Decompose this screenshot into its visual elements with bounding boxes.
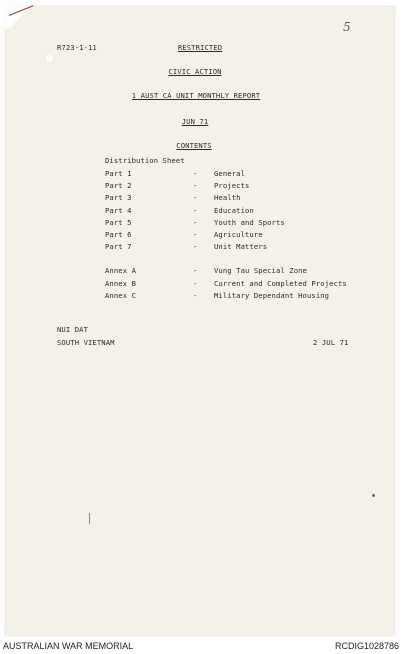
- part-label: Part 7: [105, 242, 132, 251]
- dash: -: [193, 242, 198, 251]
- part-title: Unit Matters: [214, 242, 268, 251]
- location-line-2: SOUTH VIETNAM: [57, 338, 115, 347]
- part-label: Part 5: [105, 218, 132, 227]
- annex-title: Current and Completed Projects: [214, 279, 347, 288]
- dash: -: [193, 218, 198, 227]
- dash: -: [193, 193, 198, 202]
- report-date: 2 JUL 71: [313, 338, 349, 347]
- punch-hole: [45, 54, 54, 63]
- annex-label: Annex C: [105, 291, 136, 300]
- annex-title: Vung Tau Special Zone: [214, 266, 307, 275]
- part-label: Part 4: [105, 206, 132, 215]
- archive-footer: [0, 638, 402, 654]
- dash: -: [193, 181, 198, 190]
- title-civic-action: CIVIC ACTION: [168, 67, 222, 76]
- part-title: Projects: [214, 181, 250, 190]
- annex-label: Annex A: [105, 266, 136, 275]
- part-label: Part 6: [105, 230, 132, 239]
- location-line-1: NUI DAT: [57, 325, 88, 334]
- dash: -: [193, 230, 198, 239]
- dash: -: [193, 291, 198, 300]
- annex-label: Annex B: [105, 279, 136, 288]
- dash: -: [193, 266, 198, 275]
- classification: RESTRICTED: [177, 43, 223, 52]
- dash: -: [193, 169, 198, 178]
- dash: -: [193, 279, 198, 288]
- document-page: [5, 6, 395, 636]
- part-title: Education: [214, 206, 254, 215]
- ink-speck: [372, 494, 375, 497]
- archive-id: RCDIG1028786: [334, 641, 399, 651]
- report-month: JUN 71: [181, 117, 209, 126]
- part-title: Agriculture: [214, 230, 263, 239]
- part-title: Health: [214, 193, 241, 202]
- part-title: General: [214, 169, 245, 178]
- pencil-tick: [89, 513, 90, 524]
- dash: -: [193, 206, 198, 215]
- annex-title: Military Dependant Housing: [214, 291, 330, 300]
- part-label: Part 3: [105, 193, 132, 202]
- title-report: 1 AUST CA UNIT MONTHLY REPORT: [131, 91, 261, 100]
- part-label: Part 2: [105, 181, 132, 190]
- reference-number: R723-1-11: [57, 43, 97, 52]
- handwritten-page-number: 5: [343, 20, 351, 34]
- distribution-sheet: Distribution Sheet: [105, 156, 185, 165]
- part-label: Part 1: [105, 169, 132, 178]
- part-title: Youth and Sports: [214, 218, 285, 227]
- archive-name: AUSTRALIAN WAR MEMORIAL: [3, 641, 134, 651]
- contents-heading: CONTENTS: [176, 141, 212, 150]
